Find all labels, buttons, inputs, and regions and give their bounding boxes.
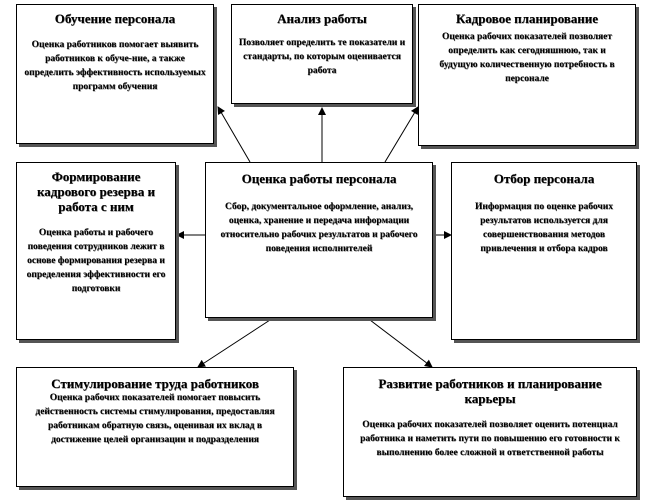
box-planning xyxy=(418,4,636,146)
reserve-text: Оценка работы и рабочего поведения сотрудников лежит в основе формирования резерва и определения эффективности его подготовки xyxy=(26,228,166,294)
box-motivation xyxy=(16,367,294,487)
arrow-to-planning xyxy=(385,107,418,162)
training-text: Оценка работников помогает выявить работников к обуче-ние, а также определить эффективность используемых программ обучения xyxy=(24,40,206,92)
career-text: Оценка рабочих показателей позволяет оценить потенциал работника и наметить пути по повышению его готовности к выполнению более сложной и ответственной работы xyxy=(360,420,620,458)
reserve-title: Формирование кадрового резерва и работа с ним xyxy=(36,169,156,214)
box-selection xyxy=(451,162,637,340)
selection-text: Информация по оценке рабочих результатов используется для совершенствования методов привлечения и отбора кадров xyxy=(474,202,614,254)
arrow-to-career xyxy=(370,320,432,367)
planning-text: Оценка рабочих показателей позволяет определить как сегодняшнюю, так и будущую количественную потребность в персонале xyxy=(439,32,615,84)
arrow-to-training xyxy=(218,107,250,162)
box-reserve xyxy=(16,162,176,340)
box-training xyxy=(16,4,214,144)
motivation-text: Оценка рабочих показателей помогает повысить действенность системы стимулирования, предоставляя работникам обратную связь, оценивая их вклад в достижение целей организации и подразделения xyxy=(35,393,275,445)
analysis-text: Позволяет определить те показатели и стандарты, по которым оценивается работа xyxy=(238,38,406,76)
center-text: Сбор, документальное оформление, анализ, оценка, хранение и передача информации относительно рабочих результатов и рабочего поведения исполнителей xyxy=(220,202,418,254)
center-title: Оценка работы персонала xyxy=(241,171,397,186)
motivation-title: Стимулирование труда работников xyxy=(51,376,259,391)
training-title: Обучение персонала xyxy=(54,11,176,26)
box-career xyxy=(343,367,637,497)
selection-title: Отбор персонала xyxy=(493,171,595,186)
analysis-title: Анализ работы xyxy=(277,11,367,26)
arrow-to-motivation xyxy=(198,320,270,367)
box-center xyxy=(205,162,433,318)
career-title: Развитие работников и планирование карьеры xyxy=(378,376,602,406)
planning-title: Кадровое планирование xyxy=(455,11,599,26)
box-analysis xyxy=(231,4,413,104)
